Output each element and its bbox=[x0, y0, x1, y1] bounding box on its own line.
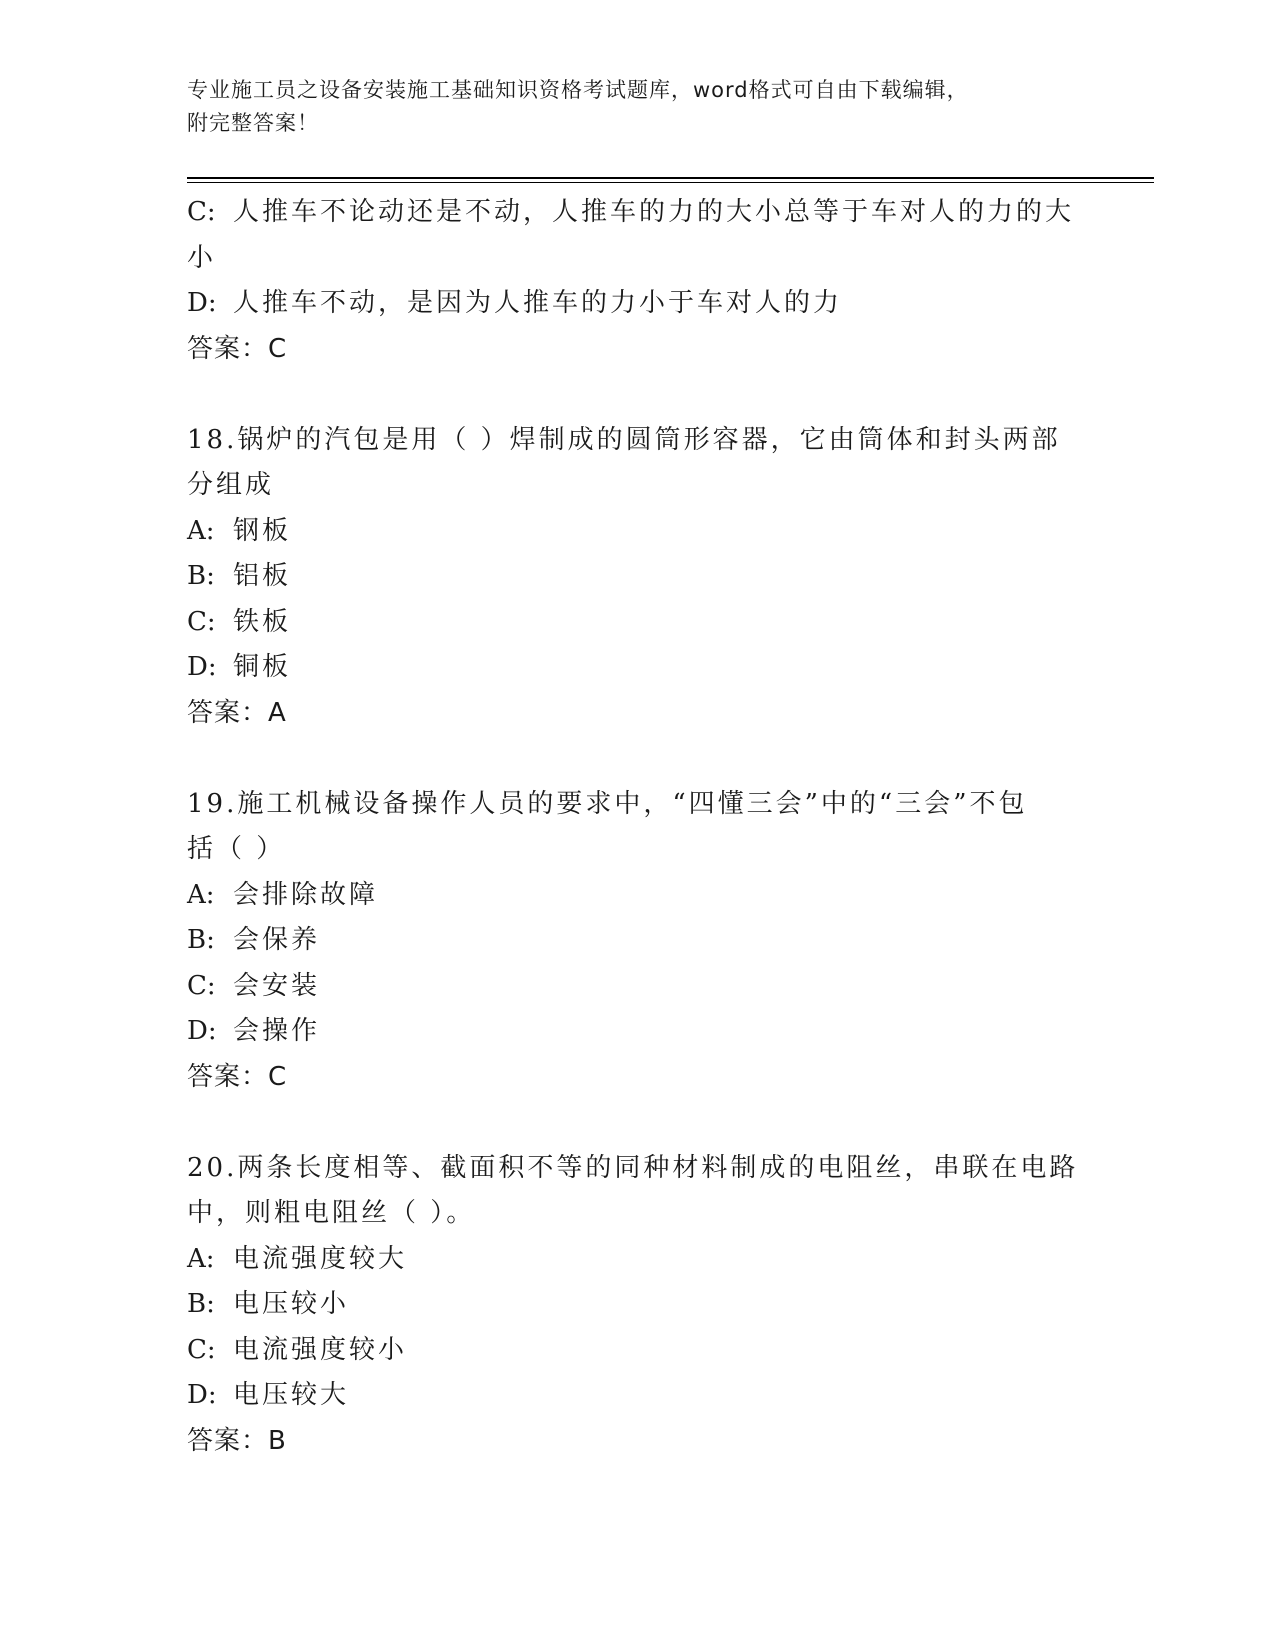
prev-question-options bbox=[187, 190, 1087, 372]
option-d bbox=[187, 645, 1087, 691]
option-label: C: bbox=[187, 970, 216, 1001]
option-text: 铁板 bbox=[233, 606, 292, 637]
option-b bbox=[187, 554, 1087, 600]
option-d bbox=[187, 1009, 1087, 1055]
option-text: 电流强度较大 bbox=[233, 1243, 408, 1274]
option-text: 钢板 bbox=[233, 515, 292, 546]
question-19 bbox=[187, 782, 1087, 1101]
option-text: 人推车不论动还是不动，人推车的力的大小总等于车对人的力的大 bbox=[233, 197, 1075, 227]
option-text: 铝板 bbox=[233, 561, 292, 591]
option-text: 会排除故障 bbox=[233, 879, 379, 910]
question-stem: 19.施工机械设备操作人员的要求中，“四懂三会”中的“三会”不包 bbox=[187, 788, 1028, 819]
option-a bbox=[187, 509, 1087, 555]
option-label: A: bbox=[187, 1243, 215, 1274]
option-label: A: bbox=[187, 879, 215, 910]
option-a bbox=[187, 1237, 1087, 1283]
option-c bbox=[187, 600, 1087, 646]
option-text: 会保养 bbox=[233, 925, 321, 955]
option-c-continued: 小 bbox=[187, 242, 217, 273]
option-label: C: bbox=[187, 197, 216, 227]
option-label: D: bbox=[187, 288, 217, 318]
option-label: D: bbox=[187, 1016, 217, 1046]
option-text: 会操作 bbox=[233, 1016, 321, 1046]
option-b bbox=[187, 918, 1087, 964]
question-content bbox=[187, 190, 1087, 1464]
option-text: 会安装 bbox=[233, 970, 321, 1001]
option-text: 电压较小 bbox=[233, 1289, 350, 1319]
option-a bbox=[187, 873, 1087, 919]
answer-line: 答案：B bbox=[187, 1425, 287, 1456]
option-label: B: bbox=[187, 561, 215, 591]
question-18 bbox=[187, 418, 1087, 737]
header-line-1: 专业施工员之设备安装施工基础知识资格考试题库，word格式可自由下载编辑， bbox=[187, 78, 969, 102]
option-label: C: bbox=[187, 1334, 216, 1365]
answer-line: 答案：A bbox=[187, 697, 287, 728]
header-divider-thin bbox=[187, 182, 1154, 183]
option-d bbox=[187, 281, 1087, 327]
option-label: C: bbox=[187, 606, 216, 637]
question-stem: 18.锅炉的汽包是用（ ）焊制成的圆筒形容器，它由筒体和封头两部 bbox=[187, 424, 1061, 455]
header-divider bbox=[187, 177, 1154, 179]
question-stem-continued: 中，则粗电阻丝（ ）。 bbox=[187, 1198, 476, 1228]
answer-line: 答案：C bbox=[187, 1061, 288, 1092]
option-label: D: bbox=[187, 1380, 217, 1410]
option-c bbox=[187, 964, 1087, 1010]
answer-line: 答案：C bbox=[187, 333, 288, 364]
spacer bbox=[187, 1100, 1087, 1146]
option-c bbox=[187, 1328, 1087, 1374]
spacer bbox=[187, 372, 1087, 418]
question-stem: 20.两条长度相等、截面积不等的同种材料制成的电阻丝，串联在电路 bbox=[187, 1152, 1079, 1183]
option-label: A: bbox=[187, 515, 215, 546]
option-label: D: bbox=[187, 652, 217, 682]
question-stem-continued: 括（ ） bbox=[187, 834, 286, 864]
option-d bbox=[187, 1373, 1087, 1419]
option-text: 人推车不动，是因为人推车的力小于车对人的力 bbox=[233, 288, 843, 318]
spacer bbox=[187, 736, 1087, 782]
question-20 bbox=[187, 1146, 1087, 1465]
option-b bbox=[187, 1282, 1087, 1328]
option-label: B: bbox=[187, 925, 215, 955]
option-text: 铜板 bbox=[233, 652, 292, 682]
option-label: B: bbox=[187, 1289, 215, 1319]
option-text: 电流强度较小 bbox=[233, 1334, 408, 1365]
option-text: 电压较大 bbox=[233, 1380, 350, 1410]
question-stem-continued: 分组成 bbox=[187, 470, 275, 500]
document-header bbox=[187, 74, 1087, 140]
option-c bbox=[187, 190, 1087, 236]
header-line-2: 附完整答案！ bbox=[187, 111, 319, 135]
